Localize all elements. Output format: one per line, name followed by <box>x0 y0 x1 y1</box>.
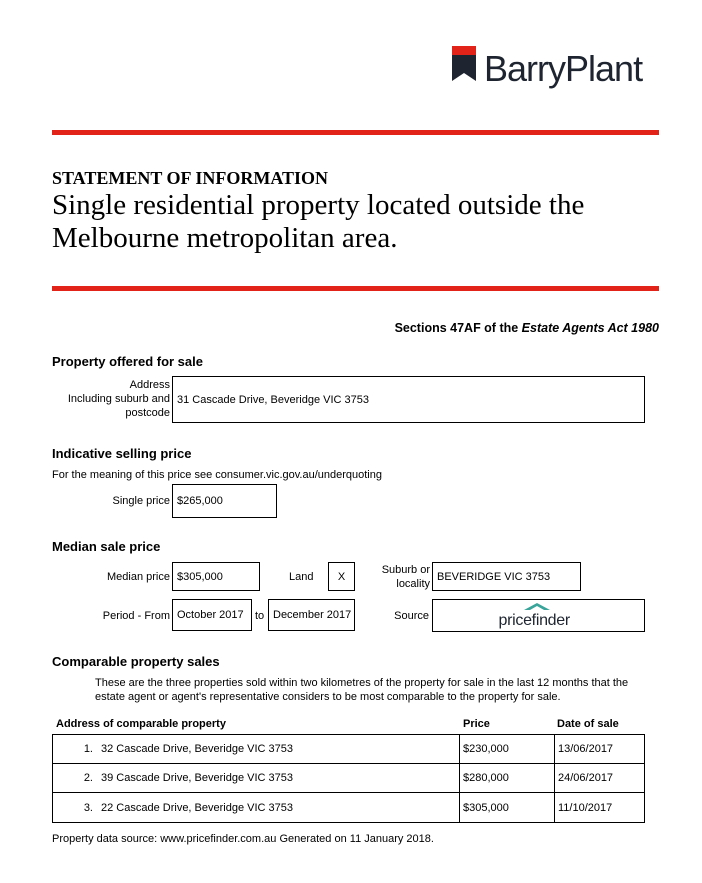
row-address: 22 Cascade Drive, Beveridge VIC 3753 <box>101 801 293 814</box>
col-address-header: Address of comparable property <box>56 718 226 730</box>
address-label-line2: Including suburb and <box>67 393 170 405</box>
single-price-label: Single price <box>112 495 170 507</box>
table-row <box>53 764 644 793</box>
period-from-label: Period - From <box>102 610 170 622</box>
suburb-field[interactable]: BEVERIDGE VIC 3753 <box>432 562 581 591</box>
row-number: 1. <box>83 743 93 755</box>
barry-plant-logo <box>452 46 662 94</box>
median-price-label: Median price <box>107 571 170 583</box>
row-address: 32 Cascade Drive, Beveridge VIC 3753 <box>101 743 293 755</box>
row-date: 13/06/2017 <box>558 743 614 755</box>
source-field[interactable] <box>432 599 645 632</box>
address-label-line3: postcode <box>125 407 170 419</box>
period-to-label: to <box>255 610 265 622</box>
row-price: $305,000 <box>460 793 555 822</box>
comparable-intro: These are the three properties sold within two kilometres of the property for sale in the last 12 months that the estate agent or agent's representative considers to be most comparable to the property for sale. <box>95 677 629 703</box>
table-row <box>53 793 644 822</box>
bottom-divider <box>52 286 659 291</box>
row-address-cell <box>53 735 460 763</box>
row-address-cell <box>53 793 460 822</box>
single-price-field[interactable]: $265,000 <box>172 484 277 518</box>
suburb-label-line1: Suburb or <box>381 564 430 576</box>
row-date: 11/10/2017 <box>558 801 613 814</box>
address-label <box>68 378 170 420</box>
pricefinder-logo <box>499 602 579 630</box>
row-price: $280,000 <box>460 764 555 792</box>
bookmark-logo-icon <box>452 46 476 82</box>
property-section-title: Property offered for sale <box>52 354 203 369</box>
period-to-field[interactable]: December 2017 <box>268 599 355 631</box>
source-label: Source <box>394 610 429 622</box>
comparable-section-title: Comparable property sales <box>52 654 220 669</box>
comparable-table <box>52 734 645 823</box>
indicative-section-title: Indicative selling price <box>52 446 192 461</box>
top-divider <box>52 130 659 135</box>
median-section-title: Median sale price <box>52 539 161 554</box>
row-date: 24/06/2017 <box>558 772 614 784</box>
pricefinder-roof-icon <box>524 603 550 610</box>
row-number: 3. <box>83 801 93 814</box>
col-price-header: Price <box>463 718 490 730</box>
data-source-footer: Property data source: www.pricefinder.com.au Generated on 11 January 2018. <box>52 833 434 845</box>
period-from-field[interactable]: October 2017 <box>172 599 252 631</box>
legislation-reference <box>395 321 659 335</box>
suburb-label-line2: locality <box>396 578 430 590</box>
underquoting-note: For the meaning of this price see consumer.vic.gov.au/underquoting <box>52 469 382 481</box>
address-label-line1: Address <box>129 379 170 391</box>
land-checkbox[interactable]: X <box>328 562 355 591</box>
row-price: $230,000 <box>460 735 555 763</box>
row-number: 2. <box>83 772 93 784</box>
document-heading: STATEMENT OF INFORMATION <box>52 168 329 188</box>
sections-prefix: Sections 47AF of the <box>394 321 522 335</box>
col-date-header: Date of sale <box>557 718 619 730</box>
pricefinder-text: pricefinder <box>498 611 570 629</box>
land-label: Land <box>289 571 314 583</box>
address-field[interactable]: 31 Cascade Drive, Beveridge VIC 3753 <box>172 376 645 423</box>
document-subtitle: Single residential property located outside the Melbourne metropolitan area. <box>52 189 585 254</box>
row-address-cell <box>53 764 460 792</box>
row-address: 39 Cascade Drive, Beveridge VIC 3753 <box>101 772 293 784</box>
act-name: Estate Agents Act 1980 <box>521 321 659 335</box>
logo-text: BarryPlant <box>484 48 643 89</box>
suburb-label <box>382 563 430 591</box>
table-row <box>53 735 644 764</box>
median-price-field[interactable]: $305,000 <box>172 562 260 591</box>
